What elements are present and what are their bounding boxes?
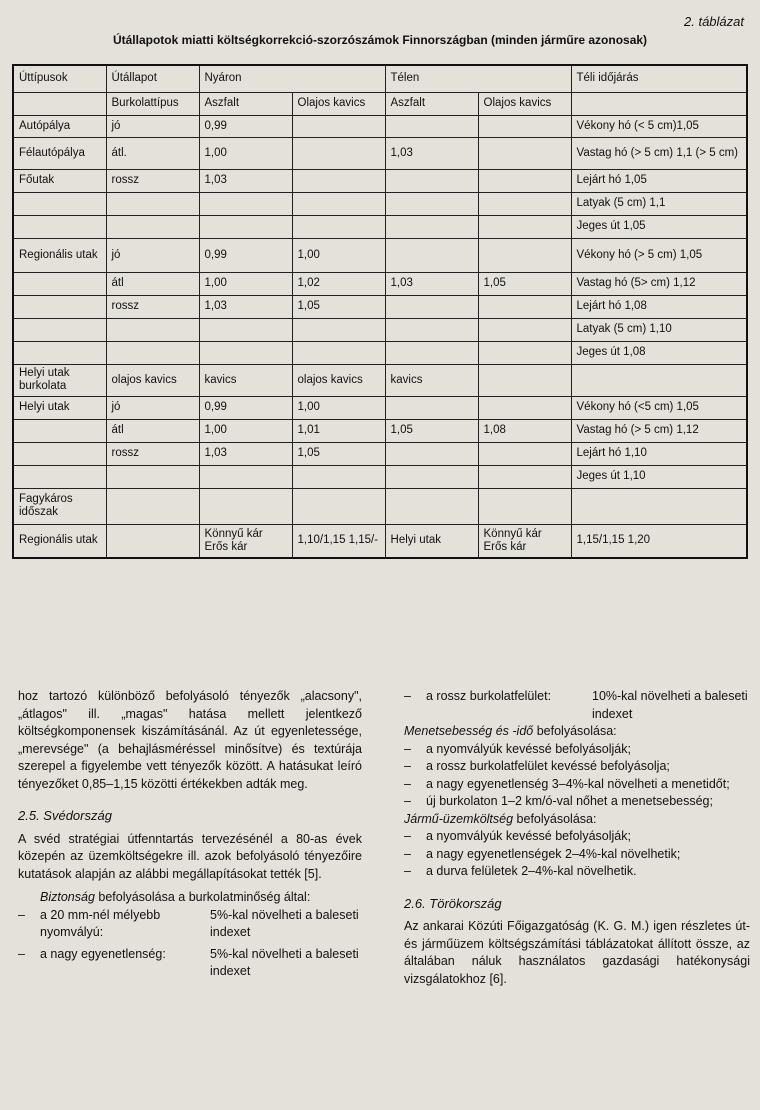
item-key: a rossz burkolatfelület: [426,689,552,703]
list-item-text: a nagy egyenetlenség 3–4%-kal növelheti a menetidőt; [426,776,730,791]
table-cell: 1,03 [385,137,478,169]
table-row [13,215,747,238]
table-cell [106,215,199,238]
table-cell [385,115,478,137]
table-cell: rossz [106,169,199,192]
table-cell: 1,05 [478,272,571,295]
item-value: 5%-kal növelheti a baleseti indexet [210,946,359,978]
table-cell [385,192,478,215]
table-cell: rossz [106,442,199,465]
table-cell [478,442,571,465]
table-cell: Latyak (5 cm) 1,1 [571,192,747,215]
menet-list [404,741,750,811]
table-cell [385,488,478,524]
header-cell: Nyáron [199,65,385,92]
table-cell: Jeges út 1,10 [571,465,747,488]
table-cell [478,364,571,396]
table-title: Útállapotok miatti költségkorrekció-szorzószámok Finnországban (minden járműre azonosak) [112,33,648,47]
paragraph [404,723,750,741]
emphasis: Biztonság [40,890,95,904]
table-cell [478,238,571,272]
table-cell [106,488,199,524]
table-cell [13,341,106,364]
table-cell: jó [106,115,199,137]
table-cell: 1,00 [199,137,292,169]
list-item: – a durva felületek 2–4%-kal növelhetik. [404,864,637,878]
table-cell: Helyi utak [385,524,478,558]
table-cell [292,192,385,215]
list-item-text: a nyomvályúk kevéssé befolyásolják; [426,741,631,756]
section-heading: 2.6. Törökország [404,895,502,911]
table-cell: Regionális utak [13,238,106,272]
header-cell: Úttípusok [13,65,106,92]
table-cell: 1,05 [292,442,385,465]
table-cell [106,318,199,341]
section-heading: 2.5. Svédország [18,808,112,823]
table-cell: Helyi utak [13,396,106,419]
table-row [13,318,747,341]
table-cell [385,465,478,488]
header-cell: Útállapot [106,65,199,92]
table-cell: Vékony hó (> 5 cm) 1,05 [571,238,747,272]
table-cell [478,192,571,215]
table-cell [13,442,106,465]
table-cell [106,192,199,215]
table-cell: 1,05 [292,295,385,318]
table-cell [199,341,292,364]
table-cell: 1,15/1,15 1,20 [571,524,747,558]
table-cell [13,419,106,442]
list-item: – a nyomvályúk kevéssé befolyásolják; [404,741,631,756]
table-cell [13,295,106,318]
table-cell: 1,03 [199,169,292,192]
emphasis: Menetsebesség és -idő [404,724,534,738]
table-cell [385,169,478,192]
table-cell: 0,99 [199,396,292,419]
table-cell [13,465,106,488]
text: befolyásolása: [513,811,597,826]
header-cell: Olajos kavics [478,92,571,115]
table-cell: Helyi utak burkolata [13,364,106,396]
table-cell [13,215,106,238]
list-item-text: a nyomvályúk kevéssé befolyásolják; [426,829,631,843]
table-cell: Vastag hó (5> cm) 1,12 [571,272,747,295]
table-cell: Regionális utak [13,524,106,558]
table-row [13,295,747,318]
table-cell [385,341,478,364]
table-row [13,465,747,488]
list-item: – új burkolaton 1–2 km/ó-val nőhet a menetsebesség; [404,794,713,808]
emphasis: Jármű-üzemköltség [404,811,514,826]
table-cell [106,465,199,488]
table-cell: kavics [199,364,292,396]
table-cell: 1,00 [199,272,292,295]
table-cell: olajos kavics [106,364,199,396]
item-value: 5%-kal növelheti a baleseti indexet [210,907,359,939]
table-cell: Lejárt hó 1,05 [571,169,747,192]
table-row [13,169,747,192]
table-row [13,137,747,169]
paragraph: Az ankarai Közúti Főigazgatóság (K. G. M.) igen részletes út- és járműüzem költségszámítási táblázatokat állított össze, az általában náluk használatos gazdasági hatékonysági vizsgálatokhoz [6]. [404,919,750,986]
table-cell [385,295,478,318]
table-cell [478,295,571,318]
table-row [13,238,747,272]
header-cell: Olajos kavics [292,92,385,115]
table-cell [385,442,478,465]
table-cell: Vastag hó (> 5 cm) 1,1 (> 5 cm) [571,137,747,169]
table-cell [292,115,385,137]
table-cell [292,318,385,341]
table-cell: átl [106,272,199,295]
table-cell [106,524,199,558]
table-cell: Lejárt hó 1,10 [571,442,747,465]
table-cell: Könnyű kár Erős kár [478,524,571,558]
header-cell: Télen [385,65,571,92]
table-cell: Autópálya [13,115,106,137]
table-cell: Fagykáros időszak [13,488,106,524]
header-cell: Aszfalt [385,92,478,115]
header-cell: Aszfalt [199,92,292,115]
table-row [13,115,747,137]
table-cell: 1,00 [292,238,385,272]
item-value: 10%-kal növelheti a baleseti indexet [592,689,748,721]
list-item-text: a durva felületek 2–4%-kal növelhetik. [426,864,637,878]
table-row [13,341,747,364]
correction-factor-table [12,64,748,559]
table-cell: Jeges út 1,08 [571,341,747,364]
list-item-text: a nagy egyenetlenségek 2–4%-kal növelhetik; [426,846,681,861]
table-cell [13,272,106,295]
table-cell: átl [106,419,199,442]
table-cell: 1,03 [199,442,292,465]
table-cell: 1,02 [292,272,385,295]
table-cell: 1,03 [199,295,292,318]
table-row [13,272,747,295]
table-cell [199,465,292,488]
table-cell [385,318,478,341]
list-item: – a rossz burkolatfelület kevéssé befolyásolja; [404,759,670,773]
list-item: – a 20 mm-nél mélyebb nyomvályú: 5%-kal növelheti a baleseti indexet [18,907,362,942]
table-cell: olajos kavics [292,364,385,396]
table-cell: 1,03 [385,272,478,295]
table-cell: Vastag hó (> 5 cm) 1,12 [571,419,747,442]
table-cell: Vékony hó (< 5 cm)1,05 [571,115,747,137]
table-cell [385,396,478,419]
table-cell [292,137,385,169]
header-cell [571,92,747,115]
table-row [13,488,747,524]
item-key: a 20 mm-nél mélyebb nyomvályú: [40,907,161,939]
table-number-label: 2. táblázat [684,14,744,29]
table-cell: jó [106,238,199,272]
text: befolyásolása a burkolatminőség által: [94,890,311,904]
paragraph [18,889,362,907]
table-row [13,192,747,215]
table-cell [478,115,571,137]
table-row [13,364,747,396]
paragraph: A svéd stratégiai útfenntartás tervezésénél a 80-as évek közepén az üzemköltségekre ill. azok befolyásoló tényezőire kutatások alapján az alábbi megállapításokat tették [5]. [18,831,362,881]
table-cell: jó [106,396,199,419]
paragraph [404,811,750,829]
table-cell: Jeges út 1,05 [571,215,747,238]
table-cell [385,215,478,238]
left-text-column [18,688,362,981]
table-cell [571,364,747,396]
table-cell [478,215,571,238]
header-cell: Burkolattípus [106,92,199,115]
table-cell [478,465,571,488]
table-cell [292,488,385,524]
table-cell [478,341,571,364]
table-cell: Főutak [13,169,106,192]
table-cell [478,137,571,169]
table-row [13,396,747,419]
list-item: – a rossz burkolatfelület: 10%-kal növelheti a baleseti indexet [404,688,750,723]
table-cell: 1,08 [478,419,571,442]
table-cell [385,238,478,272]
table-cell: kavics [385,364,478,396]
list-item: – a nagy egyenetlenség: 5%-kal növelheti a baleseti indexet [18,946,362,981]
list-item: – a nagy egyenetlenség 3–4%-kal növelheti a menetidőt; [404,776,730,791]
table-row [13,442,747,465]
table-cell: átl. [106,137,199,169]
table-cell [478,488,571,524]
table-cell: rossz [106,295,199,318]
table-cell [13,192,106,215]
table-cell [292,341,385,364]
table-cell: 0,99 [199,115,292,137]
list-item: – a nagy egyenetlenségek 2–4%-kal növelhetik; [404,846,681,861]
table-cell: Vékony hó (<5 cm) 1,05 [571,396,747,419]
list-item-text: a rossz burkolatfelület kevéssé befolyásolja; [426,759,670,773]
table-cell: Félautópálya [13,137,106,169]
jarmu-list [404,828,750,881]
list-item: – a nyomvályúk kevéssé befolyásolják; [404,829,631,843]
header-cell: Téli időjárás [571,65,747,92]
paragraph: hoz tartozó különböző befolyásoló tényezők „alacsony", „átlagos" ill. „magas" hatása mellett jelentkező költségkomponensek kiszámításánál. Az út egyenletessége, „merevsége" (a behajlásméréssel minősítve) és textúrája szerepel a figyelembe vett tényezők között. A hatásukat leíró tényezőket 0,85–1,15 közötti értékekben adták meg. [18,689,362,791]
table-cell: 0,99 [199,238,292,272]
table-subheader-row [13,92,747,115]
table-cell [292,215,385,238]
table-cell [571,488,747,524]
table-header-row [13,65,747,92]
table-cell: Könnyű kár Erős kár [199,524,292,558]
table-cell [199,488,292,524]
table-cell [199,318,292,341]
table-cell: 1,05 [385,419,478,442]
table-cell [478,169,571,192]
table-cell [292,465,385,488]
table-cell [13,318,106,341]
text: befolyásolása: [533,724,617,738]
table-row [13,419,747,442]
table-row [13,524,747,558]
table-cell: 1,00 [199,419,292,442]
table-cell [199,192,292,215]
table-cell: 1,01 [292,419,385,442]
table-cell [478,318,571,341]
table-cell: 1,00 [292,396,385,419]
table-cell [106,341,199,364]
table-cell [292,169,385,192]
table-cell [199,215,292,238]
table-cell: 1,10/1,15 1,15/- [292,524,385,558]
list-item-text: új burkolaton 1–2 km/ó-val nőhet a menetsebesség; [426,794,713,808]
table-cell: Latyak (5 cm) 1,10 [571,318,747,341]
table-cell [478,396,571,419]
item-key: a nagy egyenetlenség: [40,946,166,961]
header-cell [13,92,106,115]
right-text-column [404,688,750,988]
table-cell: Lejárt hó 1,08 [571,295,747,318]
